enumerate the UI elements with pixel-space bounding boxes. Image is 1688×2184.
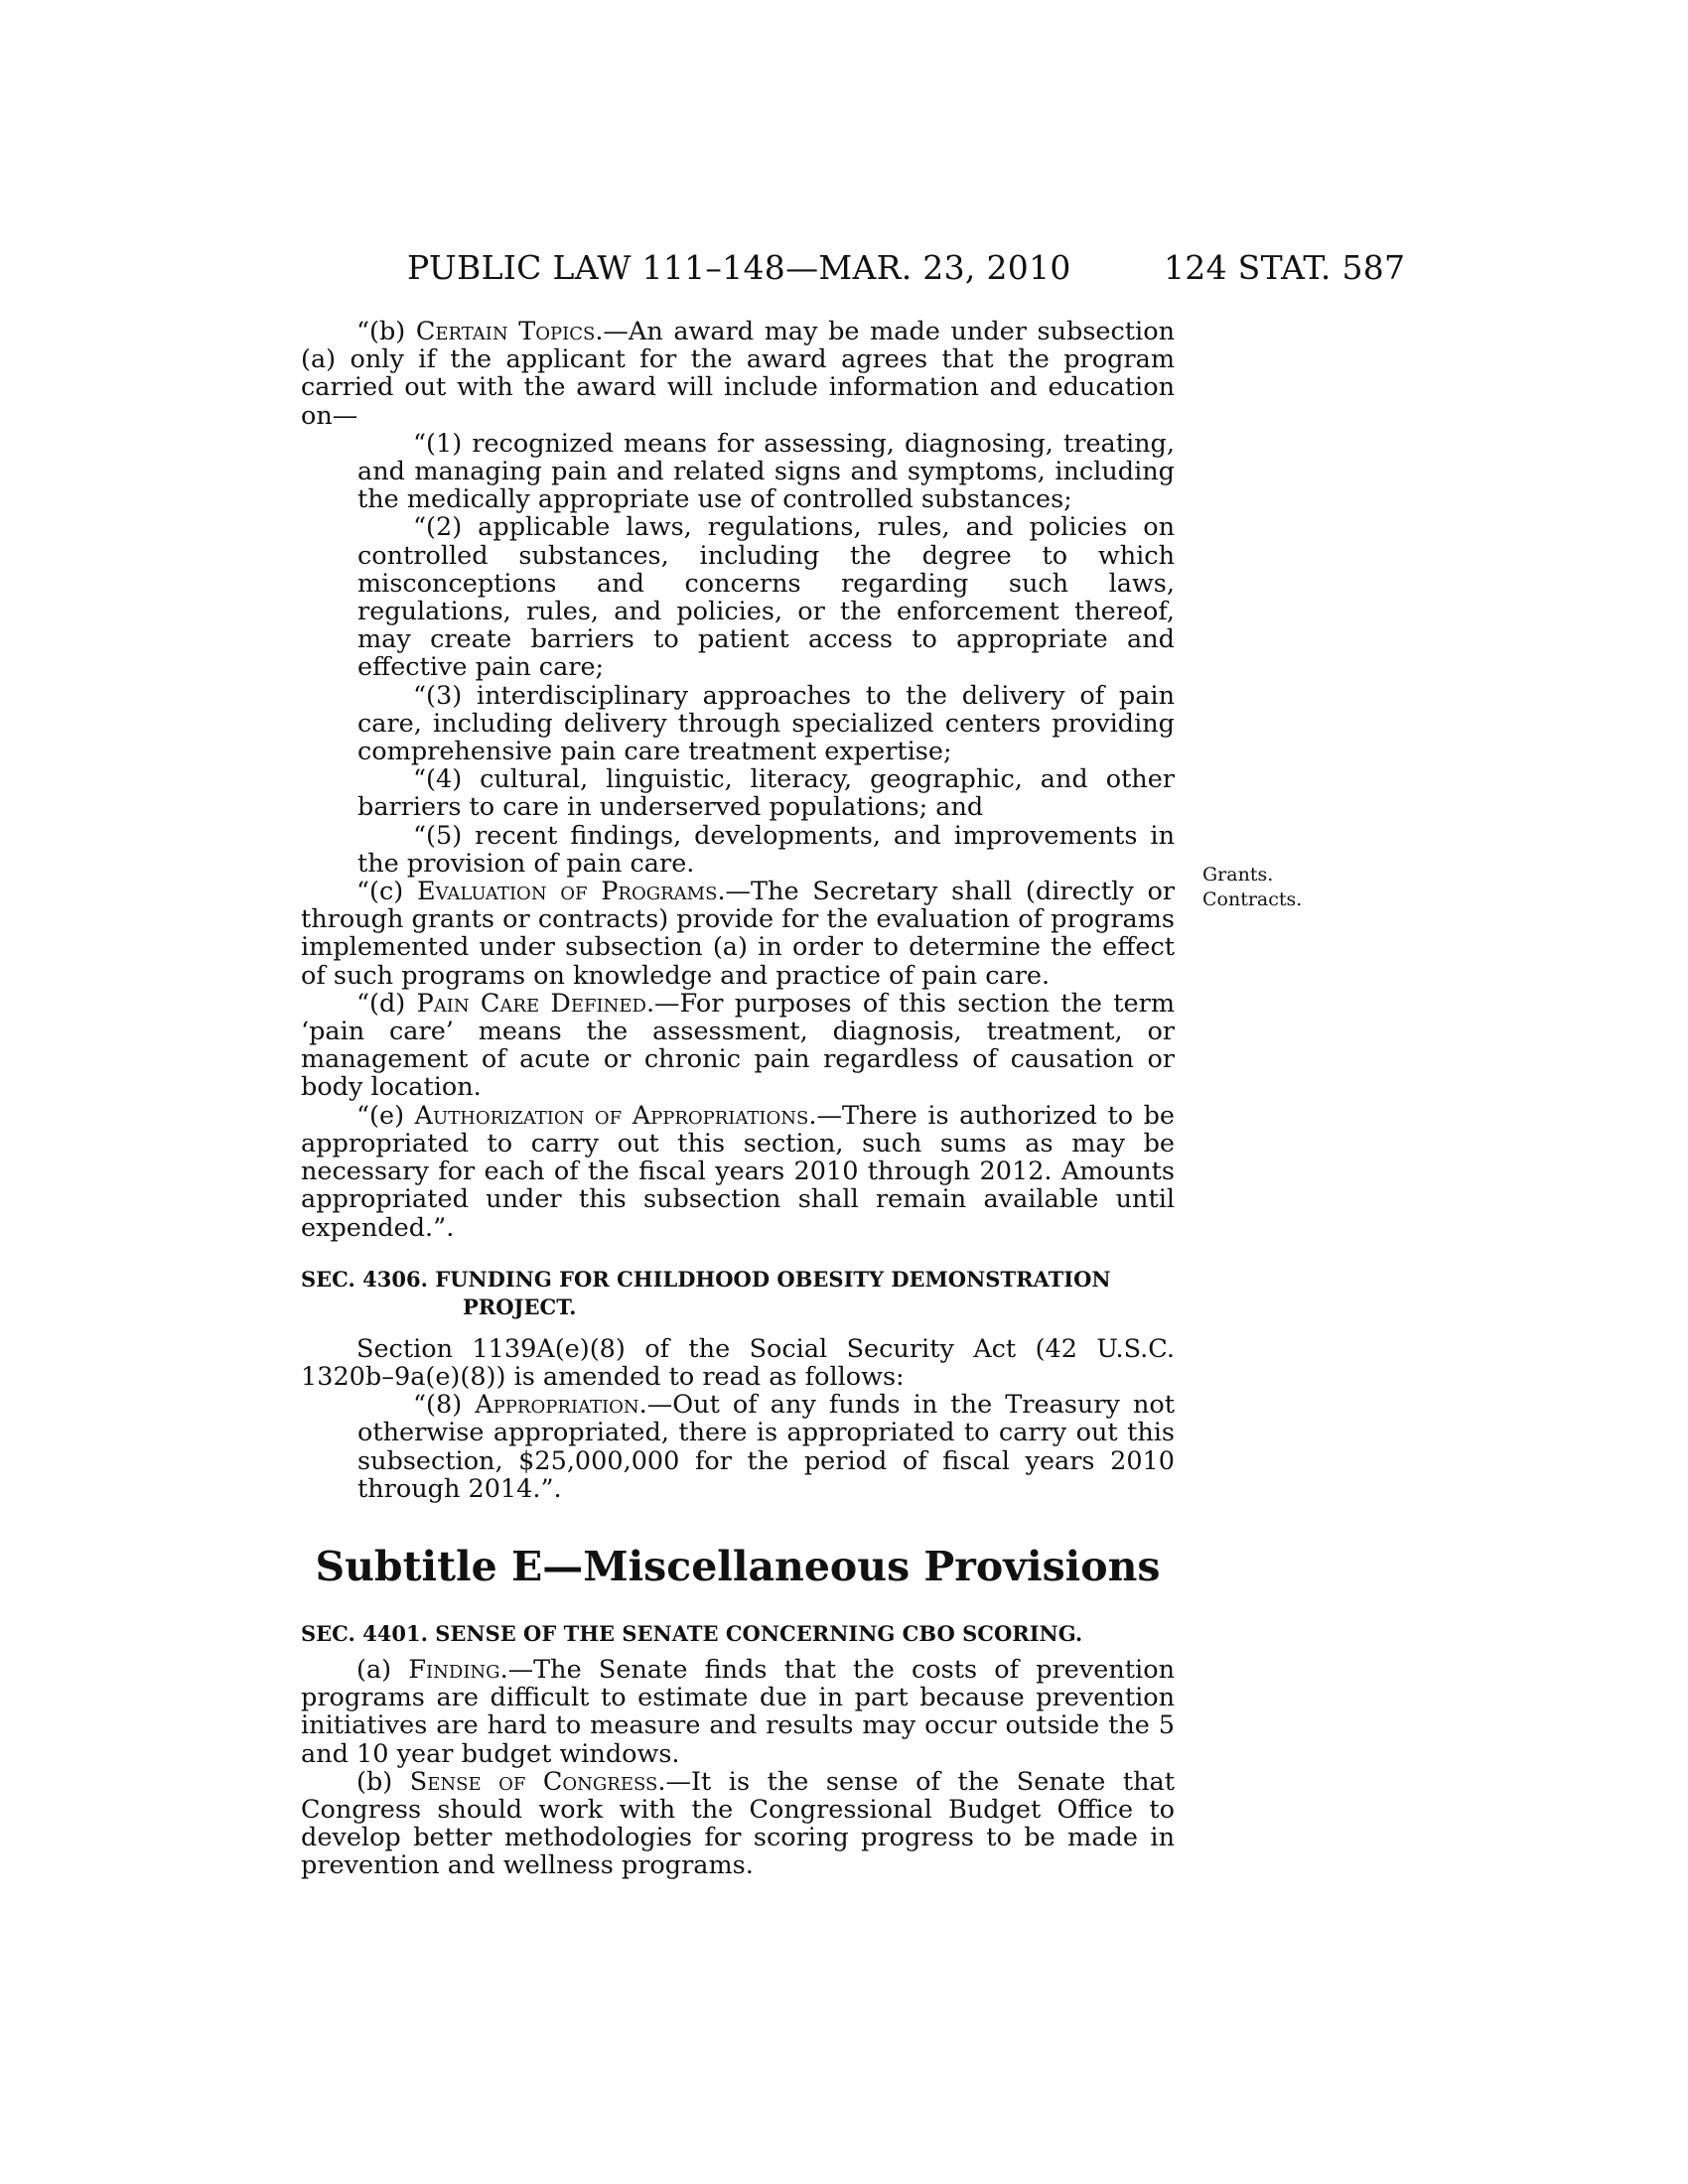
section-heading-line: SEC. 4306. FUNDING FOR CHILDHOOD OBESITY DEMONSTRATION [301, 1266, 1111, 1292]
subsection-prefix: “(e) [356, 1100, 415, 1131]
list-item: “(3) interdisciplinary approaches to the delivery of pain care, including delivery through specialized centers providing comprehensive pain care treatment expertise; [357, 680, 1175, 767]
subsection-text: .—For purposes of this section the term ‘pain care’ means the assessment, diagnosis, treatment, or management of acute or chronic pain regardless of causation or body location. [301, 988, 1175, 1103]
subsection-text: .—An award may be made under subsection (a) only if the applicant for the award agrees that the program carried out with the award will include information and education on— [301, 317, 1175, 431]
subsection-heading: Pain Care Defined [416, 988, 646, 1019]
margin-note-contracts: Contracts. [1202, 888, 1303, 910]
subsection-heading: Sense of Congress [409, 1766, 658, 1797]
subsection-text: .—It is the sense of the Senate that Congress should work with the Congressional Budget Office to develop better methodologies for scoring progress to be made in prevention and wellness programs. [301, 1766, 1175, 1881]
subsection-text: .—There is authorized to be appropriated to carry out this section, such sums as may be necessary for each of the fiscal years 2010 through 2012. Amounts appropriated under this subsection shall remain available until expended.”. [301, 1100, 1175, 1243]
paragraph-prefix: “(8) [413, 1390, 476, 1421]
subtitle-heading: Subtitle E—Miscellaneous Provisions [315, 1542, 1161, 1590]
section-4306-paragraph [357, 1391, 1175, 1503]
subsection-heading: Authorization of Appropriations [414, 1100, 809, 1131]
list-item: “(5) recent findings, developments, and improvements in the provision of pain care. [357, 820, 1175, 879]
section-4401-heading: SEC. 4401. SENSE OF THE SENATE CONCERNING CBO SCORING. [301, 1620, 1083, 1646]
subsection-heading: Finding [408, 1654, 500, 1685]
subsection-b [301, 318, 1175, 430]
subsection-prefix: “(d) [356, 988, 417, 1019]
running-header-title: PUBLIC LAW 111–148—MAR. 23, 2010 [407, 248, 1071, 287]
subsection-c [301, 878, 1175, 990]
subsection-d [301, 990, 1175, 1102]
section-4401-b [301, 1768, 1175, 1880]
section-4306-intro: Section 1139A(e)(8) of the Social Security Act (42 U.S.C. 1320b–9a(e)(8)) is amended to read as follows: [301, 1333, 1175, 1392]
paragraph-heading: Appropriation [475, 1390, 639, 1421]
section-heading-line: PROJECT. [463, 1294, 577, 1319]
body-text [301, 318, 1175, 1880]
margin-notes [1202, 863, 1302, 912]
subsection-prefix: (b) [356, 1766, 410, 1797]
subsection-prefix: “(b) [356, 317, 416, 346]
subsection-heading: Evaluation of Programs [416, 877, 718, 907]
subsection-prefix: “(c) [356, 877, 417, 907]
subsection-prefix: (a) [356, 1654, 409, 1685]
page-number: 124 STAT. 587 [1164, 248, 1406, 287]
paragraph-text: .—Out of any funds in the Treasury not otherwise appropriated, there is appropriated to carry out this subsection, $25,000,000 for the period of fiscal years 2010 through 2014.”. [357, 1390, 1175, 1504]
list-item: “(4) cultural, linguistic, literacy, geographic, and other barriers to care in underserved populations; and [357, 764, 1175, 823]
section-4401-a [301, 1656, 1175, 1768]
list-item: “(2) applicable laws, regulations, rules, and policies on controlled substances, including the degree to which misconceptions and concerns regarding such laws, regulations, rules, and policies, or the enforcement thereof, may create barriers to patient access to appropriate and effective pain care; [357, 512, 1175, 683]
subsection-heading: Certain Topics [415, 317, 596, 346]
subsection-text: .—The Secretary shall (directly or through grants or contracts) provide for the evaluation of programs implemented under subsection (a) in order to determine the effect of such programs on knowledge and practice of pain care. [301, 877, 1176, 991]
list-item: “(1) recognized means for assessing, diagnosing, treating, and managing pain and related signs and symptoms, including the medically appropriate use of controlled substances; [357, 428, 1175, 515]
subsection-text: .—The Senate finds that the costs of prevention programs are difficult to estimate due in part because prevention initiatives are hard to measure and results may occur outside the 5 and 10 year budget windows. [301, 1654, 1175, 1769]
subsection-e [301, 1102, 1175, 1242]
margin-note-grants: Grants. [1202, 864, 1274, 886]
section-4306-heading [301, 1266, 1175, 1321]
